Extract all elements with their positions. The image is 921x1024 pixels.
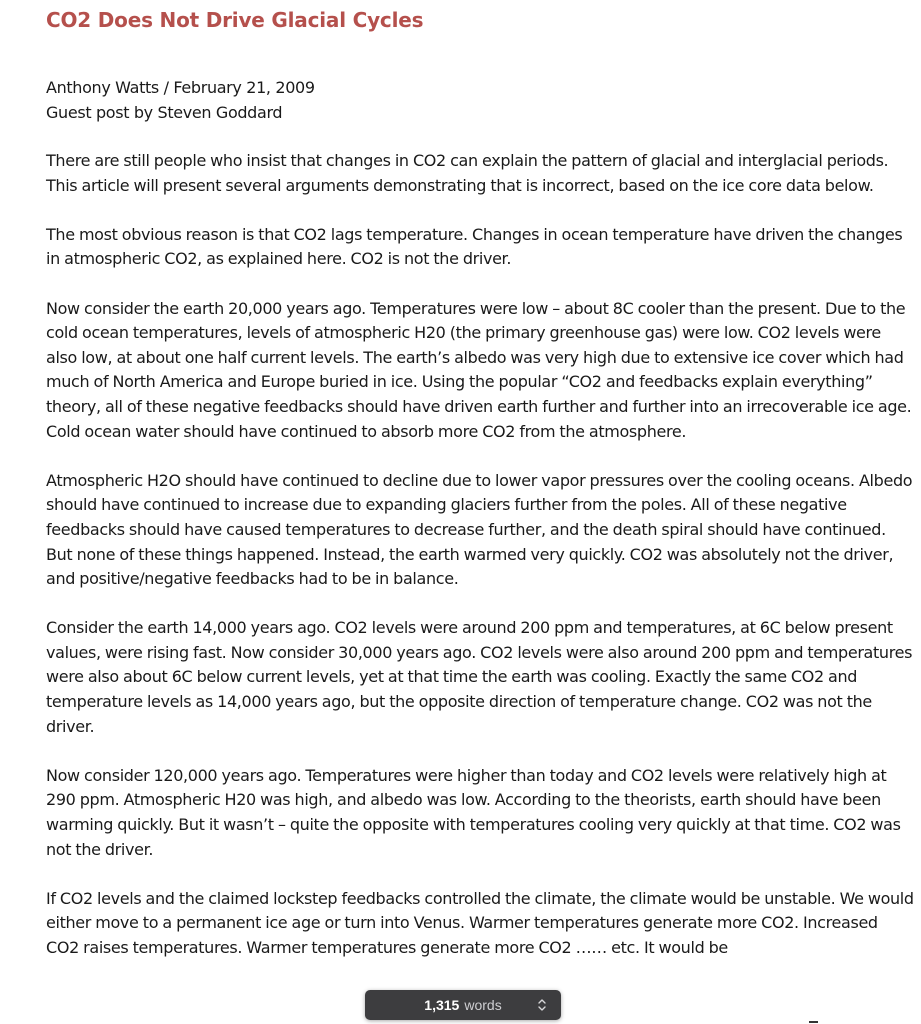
byline: Anthony Watts / February 21, 2009 [46,78,315,97]
document-body [46,0,914,985]
paragraph: If CO2 levels and the claimed lockstep feedbacks controlled the climate, the climate would be unstable. We would either move to a permanent ice age or turn into Venus. Warmer temperatures generate more CO2. Increased CO2 raises temperatures. Warmer temperatures generate more CO2 …… etc. It would be [46,888,914,957]
chevron-up-down-icon [537,998,547,1012]
article-text [46,149,914,961]
paragraph: Atmospheric H2O should have continued to decline due to lower vapor pressures over the cooling oceans. Albedo should have continued to increase due to expanding glaciers further from the poles. All of these negative feedbacks should have caused temperatures to decrease further, and the death spiral should have continued. But none of these things happened. Instead, the earth warmed very quickly. CO2 was absolutely not the driver, and positive/negative feedbacks had to be in balance. [46,470,913,589]
paragraph: There are still people who insist that changes in CO2 can explain the pattern of glacial and interglacial periods. This article will present several arguments demonstrating that is incorrect, based on the ice core data below. [46,151,889,195]
paragraph: Now consider the earth 20,000 years ago. Temperatures were low – about 8C cooler than the present. Due to the cold ocean temperatures, levels of atmospheric H20 (the primary greenhouse gas) were low. CO2 levels were also low, at about one half current levels. The earth’s albedo was very high due to extensive ice cover which had much of North America and Europe buried in ice. Using the popular “CO2 and feedbacks explain everything” theory, all of these negative feedbacks should have driven earth further and further into an irrecoverable ice age. Cold ocean water should have continued to absorb more CO2 from the atmosphere. [46,298,912,441]
word-count-unit: words [464,997,502,1013]
document-meta [46,75,914,125]
paragraph: Now consider 120,000 years ago. Temperatures were higher than today and CO2 levels were relatively high at 290 ppm. Atmospheric H20 was high, and albedo was low. According to the theorists, earth should have been warming quickly. But it wasn’t – quite the opposite with temperatures cooling very quickly at that time. CO2 was not the driver. [46,765,901,859]
document-title: CO2 Does Not Drive Glacial Cycles [46,8,424,32]
paragraph: Consider the earth 14,000 years ago. CO2 levels were around 200 ppm and temperatures, at 6C below present values, were rising fast. Now consider 30,000 years ago. CO2 levels were also around 200 ppm and temperatures were also about 6C below current levels, yet at that time the earth was cooling. Exactly the same CO2 and temperature levels as 14,000 years ago, but the opposite direction of temperature change. CO2 was not the driver. [46,618,913,736]
word-count-number: 1,315 [424,997,460,1013]
word-count-button[interactable] [365,990,561,1020]
divider [809,1021,818,1023]
paragraph: The most obvious reason is that CO2 lags temperature. Changes in ocean temperature have driven the changes in atmospheric CO2, as explained here. CO2 is not the driver. [46,224,903,269]
guest-post-credit: Guest post by Steven Goddard [46,103,283,122]
